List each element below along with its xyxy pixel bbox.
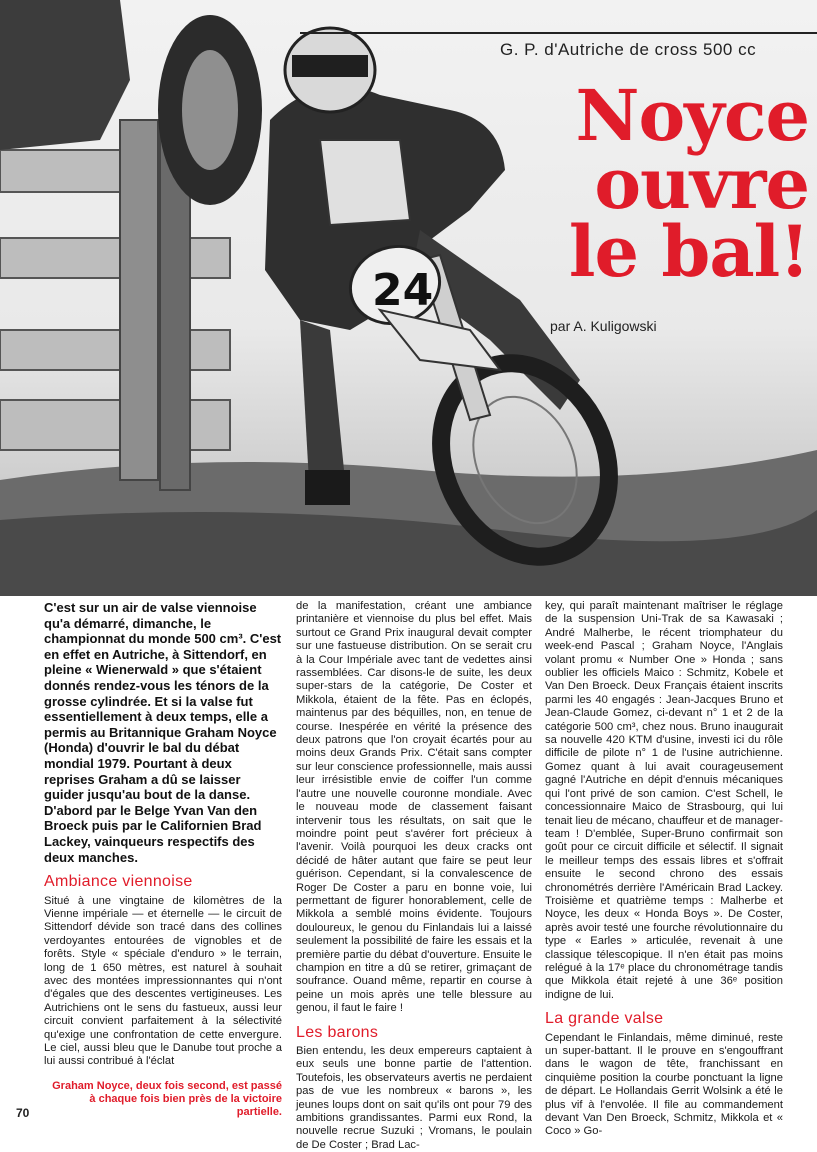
body-paragraph: Cependant le Finlandais, même diminué, reste un super-battant. Il le prouve en s'engouffrant dans le wagon de tête, franchissant en cinquième position la courbe ponctuant la ligne de départ. Le Hollandais Gerrit Wolsink a été le plus vif à l'envolée. Il file au commandement devant Van Den Broeck, Schmitz, Mikkola et « Coco » Go-	[545, 1031, 783, 1138]
headline-line: le bal!	[568, 210, 809, 293]
article-headline	[568, 74, 809, 293]
photo-caption: Graham Noyce, deux fois second, est passé à chaque fois bien près de la victoire partielle.	[52, 1080, 282, 1118]
lead-paragraph: C'est sur un air de valse viennoise qu'a démarré, dimanche, le championnat du monde 500 cm³. C'est en effet en Autriche, à Sittendorf, en pleine « Wienerwald » que s'étaient donnés rendez-vous les ténors de la grosse cylindrée. Et si la valse fut essentiellement à deux temps, elle a permis au Britannique Graham Noyce (Honda) d'ouvrir le bal du débat mondial 1979. Pourtant à deux reprises Graham a dû se laisser guider jusqu'au bout de la danse. D'abord par le Belge Yvan Van den Broeck puis par le Californien Brad Lackey, vainqueurs respectifs des deux manches.	[44, 600, 282, 865]
body-paragraph: Bien entendu, les deux empereurs captaient à eux seuls une bonne partie de l'attention. Toutefois, les observateurs avertis ne perdaient pas de vue les nombreux « barons », les jeunes loups dont on sait qu'ils ont pour 79 des ambitions grandissantes. Parmi eux Rond, la nouvelle recrue Suzuki ; Vromans, le poulain de De Coster ; Brad Lac-	[296, 1045, 532, 1151]
column-1	[44, 600, 282, 1069]
page-number: 70	[16, 1106, 30, 1120]
bike-number-plate: 24	[372, 265, 434, 316]
body-paragraph: de la manifestation, créant une ambiance printanière et viennoise du plus bel effet. Mais surtout ce Grand Prix inaugural devait compter sur une fastueuse distribution. On se serait cru à la Cour Impériale avec tant de vedettes ainsi rassemblées. Car disons-le de suite, les deux super-stars de la catégorie, De Coster et Mikkola, étaient de la fête. Pas en éclopés, maintenus par des béquilles, non, en tenue de course. Inespérée en vérité la présence des deux patrons que l'on croyait écartés pour au moins deux Grands Prix. C'était sans compter sur leur conscience professionnelle, mais aussi leur irrésistible envie de coiffer l'un comme l'autre une nouvelle couronne mondiale. Avec le nouveau mode de classement faisant intervenir tous les résultats, on sait que le moindre point peut s'avérer fort précieux à l'avenir. Voilà pourquoi les deux cracks ont décidé de hâter autant que faire se peut leur guérison. Cependant, si la convalescence de Roger De Coster a paru en bonne voie, lui permettant de figurer honorablement, celle de Mikkola a semblé moins évidente. Toujours douloureux, le genou du Finlandais lui a laissé seulement la possibilité de faire les essais et la première partie du débat d'ouverture. Ensuite le champion en titre a dû se retirer, grimaçant de soufrance. Ouand même, repartir en course à peine un mois après une telle blessure au genou, il faut le faire !	[296, 600, 532, 1015]
column-2	[296, 600, 532, 1152]
body-paragraph: key, qui paraît maintenant maîtriser le réglage de la suspension Uni-Trak de sa Kawasaki ; André Malherbe, le récent triomphateur du week-end Pascal ; Graham Noyce, l'Anglais volant promu « Number One » Honda ; sans oublier les officiels Maico : Schmitz, Kobele et Van Den Broeck. Deux Français étaient inscrits parmi les 40 engagés : Jean-Jacques Bruno et Jean-Claude Gomez, ci-devant n° 1 et 2 de la catégorie 500 cm³, chez nous. Bruno inaugurait sa nouvelle 420 KTM d'usine, investi ici du rôle difficile de pilote n° 1 de l'usine autrichienne. Gomez quant à lui avait courageusement gagné l'Autriche en dépit d'ennuis mécaniques qui l'ont privé de son camion. C'est Schell, le concessionnaire Maico de Strasbourg, qui lui tenait lieu de mécano, chauffeur et de manager-team ! D'emblée, Super-Bruno confirmait son goût pour ce circuit difficile et sélectif. Il signait le meilleur temps des essais libres et s'offrait ensuite le second chrono des essais chronométrés derrière l'Américain Brad Lackey. Troisième et quatrième temps : Malherbe et Noyce, les deux « Honda Boys ». De Coster, après avoir testé une fourche révolutionnaire du type « Earles » articulée, revenait à une classique télescopique. Il n'en était pas moins relégué à la 17ᵉ place du chronométrage tandis que Mikkola était rejeté à une 36ᵉ position indigne de lui.	[545, 600, 783, 1001]
header-rule	[300, 32, 817, 34]
subhead-barons: Les barons	[296, 1023, 379, 1041]
subhead-ambiance: Ambiance viennoise	[44, 873, 193, 891]
section-kicker: G. P. d'Autriche de cross 500 cc	[500, 40, 757, 59]
headline-line: Noyce	[575, 74, 809, 157]
byline: par A. Kuligowski	[550, 318, 657, 334]
body-paragraph: Situé à une vingtaine de kilomètres de la Vienne impériale — et éternelle — le circuit de Sittendorf dévide son tracé dans des collines verdoyantes entourées de vignobles et de forêts. Style « spéciale d'enduro » le terrain, long de 1 650 mètres, est naturel à souhait avec des montées impressionnantes qui n'ont d'égales que des descentes vertigineuses. Les Autrichiens ont le sens du fastueux, aussi leur circuit convient parfaitement à la sélectivité qu'exige une confrontation de cette envergure. Le ciel, aussi bleu que le Danube tout proche a lui aussi contribué à l'éclat	[44, 894, 282, 1068]
subhead-valse: La grande valse	[545, 1010, 664, 1028]
column-3	[545, 600, 783, 1139]
headline-line: ouvre	[594, 142, 809, 225]
